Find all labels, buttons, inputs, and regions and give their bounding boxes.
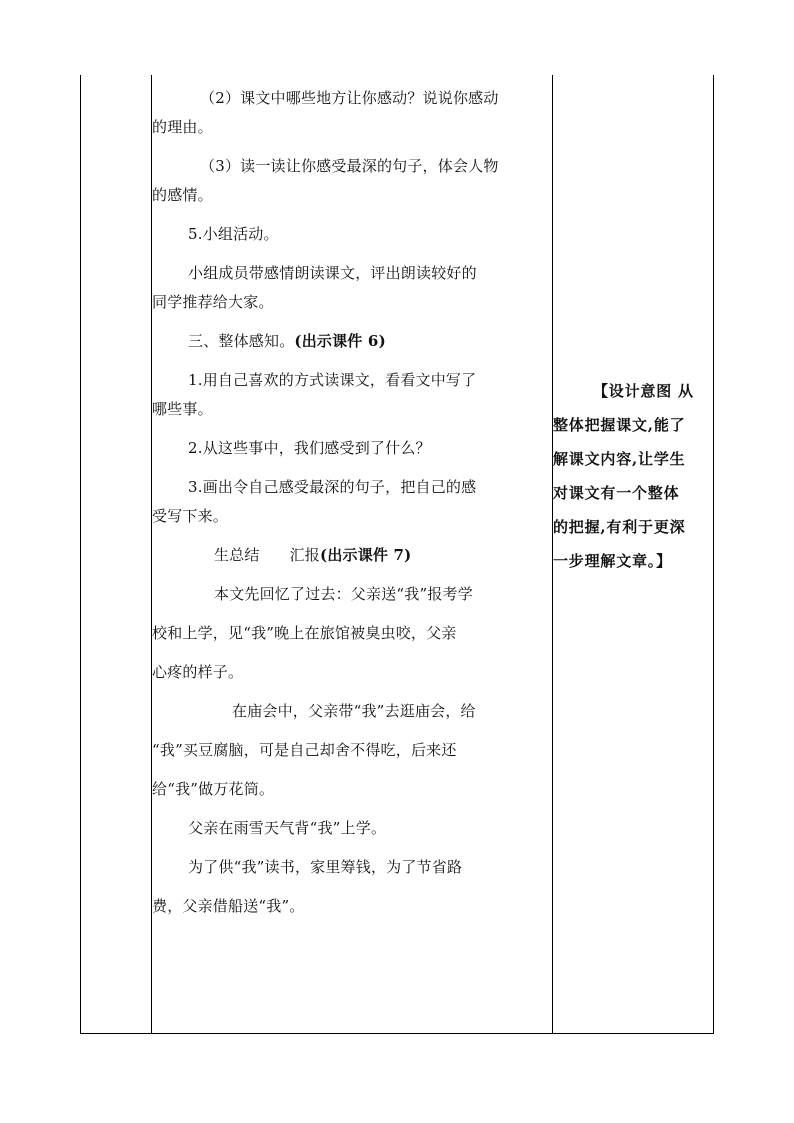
paragraph-4-line1: 为了供“我”读书，家里筹钱，为了节省路 xyxy=(188,858,463,876)
summary-label: 生总结 xyxy=(214,546,260,564)
teaching-process-cell xyxy=(152,84,552,921)
task-1-line1: 1.用自己喜欢的方式读课文，看看文中写了 xyxy=(188,371,477,389)
activity-5-line1: 小组成员带感情朗读课文，评出朗读较好的 xyxy=(188,264,477,282)
task-3-line1: 3.画出令自己感受最深的句子，把自己的感 xyxy=(188,478,477,496)
paragraph-1-line1: 本文先回忆了过去：父亲送“我”报考学 xyxy=(214,585,473,603)
design-intent-cell xyxy=(553,374,713,578)
section-3-courseware-cue: (出示课件 6) xyxy=(294,332,386,350)
design-intent-line3: 解课文内容,让学生 xyxy=(553,450,686,468)
table-left-border xyxy=(80,75,81,1033)
paragraph-1-line2: 校和上学，见“我”晚上在旅馆被臭虫咬，父亲 xyxy=(152,624,457,642)
paragraph-2-line1: 在庙会中，父亲带“我”去逛庙会，给 xyxy=(232,702,476,720)
table-right-border xyxy=(713,75,714,1033)
activity-5-line2: 同学推荐给大家。 xyxy=(152,293,274,311)
summary-heading xyxy=(152,541,552,570)
section-3-heading xyxy=(152,327,552,356)
question-2-line1: （2）课文中哪些地方让你感动？说说你感动 xyxy=(200,89,499,107)
summary-courseware-cue: (出示课件 7) xyxy=(320,546,412,564)
task-1-line2: 哪些事。 xyxy=(152,400,213,418)
table-bottom-border xyxy=(80,1033,714,1034)
design-intent-line6: 一步理解文章。】 xyxy=(553,552,672,570)
paragraph-2-line3: 给“我”做万花筒。 xyxy=(152,780,275,798)
task-2: 2.从这些事中，我们感受到了什么？ xyxy=(188,439,431,457)
paragraph-2-line2: “我”买豆腐脑，可是自己却舍不得吃，后来还 xyxy=(152,741,457,759)
paragraph-3: 父亲在雨雪天气背“我”上学。 xyxy=(188,819,387,837)
design-intent-line2: 整体把握课文,能了 xyxy=(553,416,686,434)
design-intent-line5: 的把握,有利于更深 xyxy=(553,518,686,536)
report-label: 汇报 xyxy=(289,546,321,564)
paragraph-4-line2: 费，父亲借船送“我”。 xyxy=(152,897,305,915)
section-3-title: 三、整体感知。 xyxy=(188,332,295,350)
paragraph-1-line3: 心疼的样子。 xyxy=(152,663,244,681)
question-3-line2: 的感情。 xyxy=(152,186,213,204)
activity-5-title: 5.小组活动。 xyxy=(188,225,279,243)
design-intent-line1: 【设计意图 从 xyxy=(593,382,694,400)
design-intent-line4: 对课文有一个整体 xyxy=(553,484,680,502)
task-3-line2: 受写下来。 xyxy=(152,507,229,525)
question-2-line2: 的理由。 xyxy=(152,118,213,136)
question-3-line1: （3）读一读让你感受最深的句子，体会人物 xyxy=(200,157,499,175)
